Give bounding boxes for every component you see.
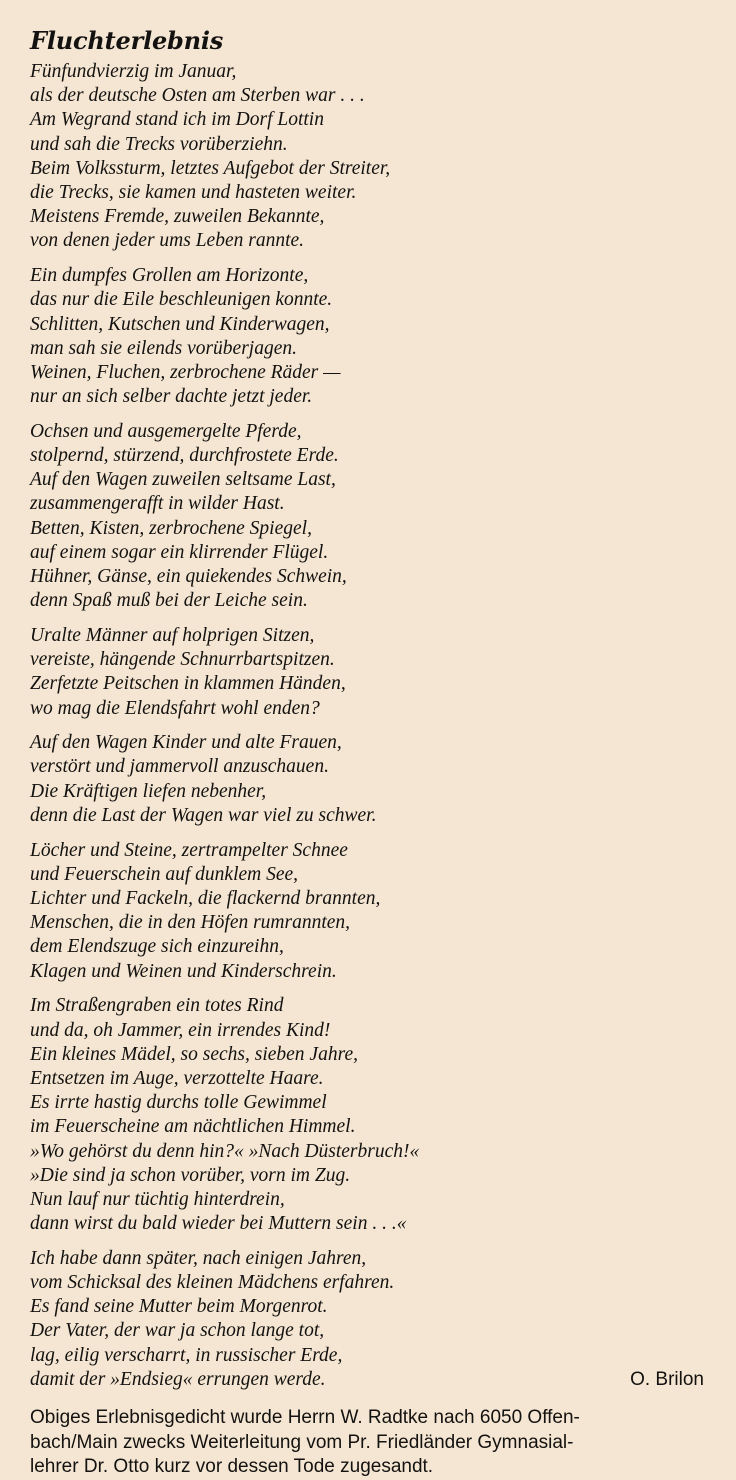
poem-title: Fluchterlebnis: [30, 26, 224, 55]
document-page: [30, 26, 720, 1480]
poem-line: Klagen und Weinen und Kinderschrein.: [30, 960, 337, 982]
stanza-1: [30, 60, 720, 254]
stanza-8: [30, 1247, 720, 1392]
poem-line: Auf den Wagen Kinder und alte Frauen,: [30, 732, 342, 754]
poem-line: wo mag die Elendsfahrt wohl enden?: [30, 697, 320, 719]
poem-line: und sah die Trecks vorüberziehn.: [30, 133, 288, 155]
poem-line: Die Kräftigen liefen nebenher,: [30, 780, 267, 802]
poem-line: Hühner, Gänse, ein quiekendes Schwein,: [30, 566, 347, 588]
poem-line: Meistens Fremde, zuweilen Bekannte,: [30, 206, 325, 228]
poem-line: Ich habe dann später, nach einigen Jahren,: [30, 1247, 367, 1269]
stanza-2: [30, 264, 720, 409]
poem-line: Im Straßengraben ein totes Rind: [30, 995, 284, 1017]
poem-line: Am Wegrand stand ich im Dorf Lottin: [30, 109, 324, 131]
poem-line: und da, oh Jammer, ein irrendes Kind!: [30, 1019, 331, 1041]
poem-line: Es fand seine Mutter beim Morgenrot.: [30, 1296, 328, 1318]
poem-line: »Wo gehörst du denn hin?« »Nach Düsterbruch!«: [30, 1140, 420, 1162]
poem-line: lag, eilig verscharrt, in russischer Erde,: [30, 1344, 343, 1366]
footnote-line: Obiges Erlebnisgedicht wurde Herrn W. Radtke nach 6050 Offen-: [30, 1407, 580, 1429]
stanza-7: [30, 994, 720, 1236]
stanza-4: [30, 624, 720, 721]
author-signature: O. Brilon: [630, 1368, 704, 1390]
poem-line: Es irrte hastig durchs tolle Gewimmel: [30, 1092, 327, 1114]
poem-line: damit der »Endsieg« errungen werde.: [30, 1368, 326, 1390]
stanza-5: [30, 731, 720, 828]
poem-line: Der Vater, der war ja schon lange tot,: [30, 1320, 325, 1342]
poem-line: Entsetzen im Auge, verzottelte Haare.: [30, 1067, 324, 1089]
poem-line: Beim Volkssturm, letztes Aufgebot der Streiter,: [30, 157, 391, 179]
poem-line: denn die Last der Wagen war viel zu schwer.: [30, 804, 377, 826]
footnote-line: bach/Main zwecks Weiterleitung vom Pr. Friedländer Gymnasial-: [30, 1431, 574, 1453]
poem-line: und Feuerschein auf dunklem See,: [30, 863, 299, 885]
footnote-paragraph: [30, 1406, 710, 1480]
poem-line: »Die sind ja schon vorüber, vorn im Zug.: [30, 1164, 351, 1186]
poem-line: Nun lauf nur tüchtig hinterdrein,: [30, 1188, 285, 1210]
stanza-3: [30, 420, 720, 614]
poem-line: verstört und jammervoll anzuschauen.: [30, 756, 329, 778]
poem-line: Schlitten, Kutschen und Kinderwagen,: [30, 313, 330, 335]
poem-line: Lichter und Fackeln, die flackernd brannten,: [30, 888, 381, 909]
poem-line: Zerfetzte Peitschen in klammen Händen,: [30, 673, 346, 695]
poem-line: zusammengerafft in wilder Hast.: [30, 493, 285, 515]
poem-line: Ein kleines Mädel, so sechs, sieben Jahre,: [30, 1043, 358, 1065]
poem-line: dann wirst du bald wieder bei Muttern sein . . .«: [30, 1213, 407, 1235]
poem-line: als der deutsche Osten am Sterben war . . .: [30, 85, 365, 107]
poem-line: Fünfundvierzig im Januar,: [30, 61, 237, 82]
poem-line: im Feuerscheine am nächtlichen Himmel.: [30, 1116, 356, 1138]
poem-line: nur an sich selber dachte jetzt jeder.: [30, 386, 313, 408]
poem-line: Ein dumpfes Grollen am Horizonte,: [30, 265, 309, 287]
poem-line: auf einem sogar ein klirrender Flügel.: [30, 541, 329, 563]
poem-line: dem Elendszuge sich einzureihn,: [30, 936, 284, 958]
poem-line: vom Schicksal des kleinen Mädchens erfahren.: [30, 1272, 395, 1294]
poem-line: Ochsen und ausgemergelte Pferde,: [30, 420, 302, 442]
poem-line: Betten, Kisten, zerbrochene Spiegel,: [30, 517, 312, 539]
poem-line: Auf den Wagen zuweilen seltsame Last,: [30, 469, 336, 491]
poem-line: Menschen, die in den Höfen rumrannten,: [30, 912, 351, 934]
poem-line: stolpernd, stürzend, durchfrostete Erde.: [30, 445, 339, 467]
poem-line: Uralte Männer auf holprigen Sitzen,: [30, 624, 315, 646]
poem-line: vereiste, hängende Schnurrbartspitzen.: [30, 649, 335, 671]
poem-line: denn Spaß muß bei der Leiche sein.: [30, 590, 308, 612]
poem-line: Weinen, Fluchen, zerbrochene Räder —: [30, 361, 341, 383]
poem-line: das nur die Eile beschleunigen konnte.: [30, 289, 333, 311]
poem-line: Löcher und Steine, zertrampelter Schnee: [30, 839, 348, 861]
poem-line: von denen jeder ums Leben rannte.: [30, 230, 305, 252]
stanza-6: [30, 839, 720, 984]
poem-line: die Trecks, sie kamen und hasteten weiter.: [30, 182, 357, 204]
footnote-line: lehrer Dr. Otto kurz vor dessen Tode zugesandt.: [30, 1456, 434, 1478]
poem-body: [30, 60, 720, 1392]
poem-line: man sah sie eilends vorüberjagen.: [30, 337, 298, 359]
